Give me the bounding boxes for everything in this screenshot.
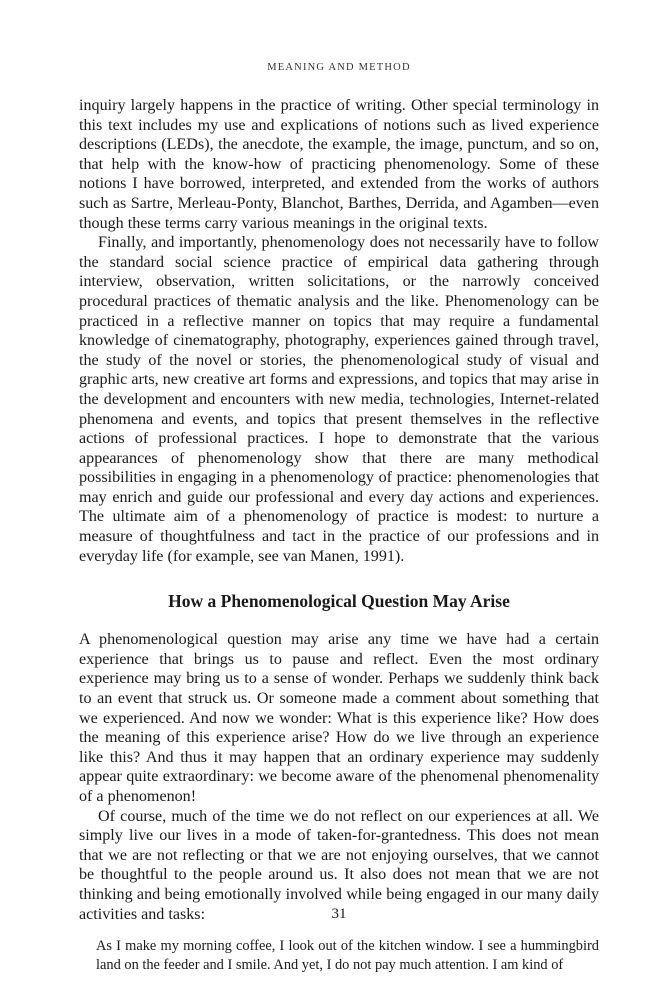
section-heading: How a Phenomenological Question May Arise	[168, 591, 510, 612]
paragraph-reflect: Of course, much of the time we do not reflect on our experiences at all. We simply live our lives in a mode of taken-for-grantedness. This does not mean that we are not reflecting or that we are not enjoying ourselves, that we cannot be thoughtful to the people around us. It also does not mean that we are not thinking and being emotionally involved while being engaged in our many daily activities and tasks:	[79, 807, 599, 923]
page-body	[79, 96, 599, 974]
paragraph-finally: Finally, and importantly, phenomenology does not necessarily have to follow the standard social science practice of empirical data gathering through interview, observation, written solicitations, or the narrowly conceived procedural practices of thematic analysis and the like. Phenomenology can be practiced in a reflective manner on topics that may require a fundamental knowledge of cinematography, photography, experiences gained through travel, the study of the novel or stories, the phenomenological study of visual and graphic arts, new creative art forms and expressions, and topics that may arise in the development and encounters with new media, technologies, Internet-related phenomena and events, and topics that present themselves in the reflective actions of professional practices. I hope to demonstrate that the various appearances of phenomenology show that there are many methodical possibilities in engaging in a phenomenology of practice: phenomenologies that may enrich and guide our professional and every day actions and experiences. The ultimate aim of a phenomenology of practice is modest: to nurture a measure of thoughtfulness and tact in the practice of our professions and in everyday life (for example, see van Manen, 1991).	[79, 234, 599, 565]
paragraph-continued: inquiry largely happens in the practice of writing. Other special terminology in this text includes my use and explications of notions such as lived experience descriptions (LEDs), the anecdote, the example, the image, punctum, and so on, that help with the know-how of practicing phenomenology. Some of these notions I have borrowed, interpreted, and extended from the works of authors such as Sartre, Merleau-Ponty, Blanchot, Barthes, Derrida, and Agamben—even though these terms carry various meanings in the original texts.	[79, 97, 599, 232]
book-page	[79, 0, 599, 1000]
paragraph-question: A phenomenological question may arise any time we have had a certain experience that brings us to pause and reflect. Even the most ordinary experience may bring us to a sense of wonder. Perhaps we suddenly think back to an event that struck us. Or someone made a comment about something that we experienced. And now we wonder: What is this experience like? How does the meaning of this experience arise? How do we live through an experience like this? And thus it may happen that an ordinary experience may suddenly appear quite extraordinary: we become aware of the phenomenal phenomenality of a phenomenon!	[79, 631, 599, 805]
running-head: MEANING AND METHOD	[267, 62, 411, 73]
page-number: 31	[331, 906, 347, 922]
anecdote-excerpt: As I make my morning coffee, I look out of the kitchen window. I see a hummingbird land on the feeder and I smile. And yet, I do not pay much attention. I am kind of	[96, 938, 599, 973]
